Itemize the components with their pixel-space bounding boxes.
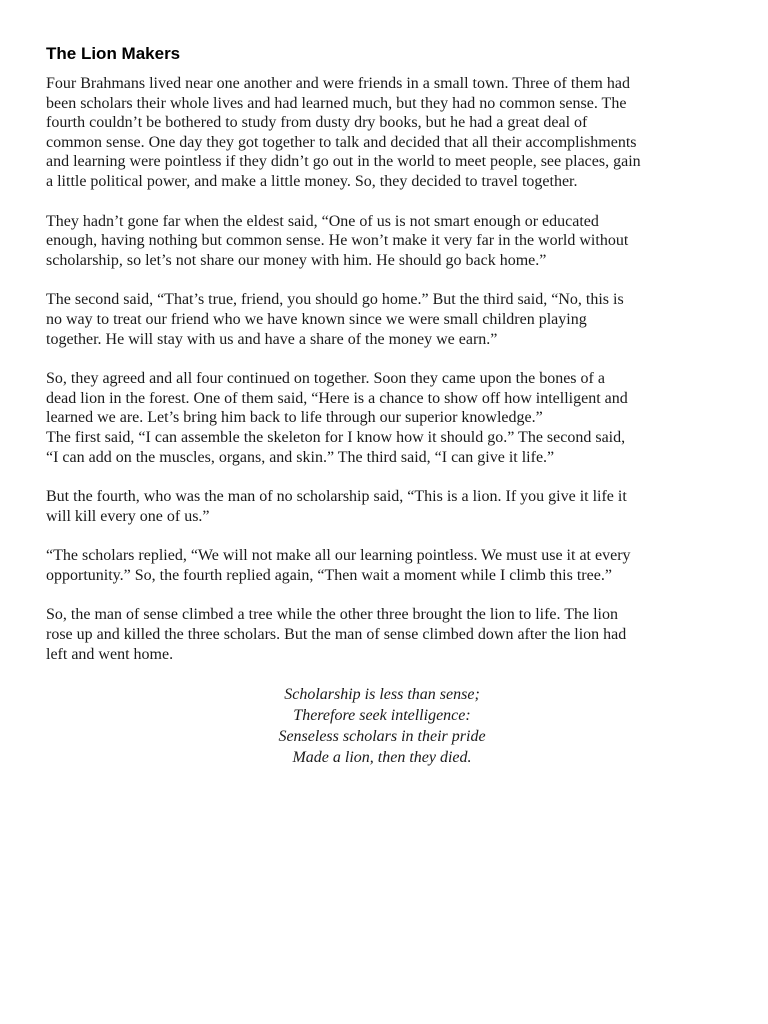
paragraph-line: and learning were pointless if they didn’t go out in the world to meet people, see places, gain xyxy=(46,153,641,171)
paragraph-line: rose up and killed the three scholars. But the man of sense climbed down after the lion had xyxy=(46,626,627,644)
paragraph-line: fourth couldn’t be bothered to study from dusty dry books, but he had a great deal of xyxy=(46,114,588,132)
paragraph-line: left and went home. xyxy=(46,645,174,663)
story-paragraph xyxy=(46,487,726,526)
story-paragraph xyxy=(46,369,726,467)
story-paragraph xyxy=(46,74,726,192)
paragraph-line: “The scholars replied, “We will not make all our learning pointless. We must use it at every xyxy=(46,547,631,565)
paragraph-line: Four Brahmans lived near one another and were friends in a small town. Three of them had xyxy=(46,75,630,92)
story-paragraph xyxy=(46,546,726,585)
paragraph-line: together. He will stay with us and have a share of the money we earn.” xyxy=(46,330,498,348)
paragraph-line: They hadn’t gone far when the eldest said, “One of us is not smart enough or educated xyxy=(46,212,599,230)
closing-verse xyxy=(46,684,718,768)
paragraph-line: So, they agreed and all four continued on together. Soon they came upon the bones of a xyxy=(46,370,605,388)
story-paragraph xyxy=(46,212,726,271)
paragraph-line: common sense. One day they got together to talk and decided that all their accomplishments xyxy=(46,133,637,151)
paragraph-line: But the fourth, who was the man of no scholarship said, “This is a lion. If you give it life it xyxy=(46,488,627,506)
paragraph-line: scholarship, so let’s not share our money with him. He should go back home.” xyxy=(46,251,547,269)
paragraph-line: no way to treat our friend who we have known since we were small children playing xyxy=(46,310,587,328)
paragraph-line: The first said, “I can assemble the skeleton for I know how it should go.” The second said, xyxy=(46,428,626,446)
story-paragraph xyxy=(46,290,726,349)
document-page xyxy=(46,42,726,768)
paragraph-line: a little political power, and make a little money. So, they decided to travel together. xyxy=(46,172,578,190)
paragraph-line: enough, having nothing but common sense. He won’t make it very far in the world without xyxy=(46,232,629,250)
verse-line: Made a lion, then they died. xyxy=(292,749,472,767)
paragraph-line: will kill every one of us.” xyxy=(46,507,210,525)
story-body xyxy=(46,74,726,664)
paragraph-line: So, the man of sense climbed a tree while the other three brought the lion to life. The lion xyxy=(46,606,618,624)
verse-line: Scholarship is less than sense; xyxy=(284,686,480,704)
verse-line: Therefore seek intelligence: xyxy=(293,707,471,725)
verse-line: Senseless scholars in their pride xyxy=(278,728,486,746)
paragraph-line: dead lion in the forest. One of them said, “Here is a chance to show off how intelligent and xyxy=(46,389,628,407)
story-paragraph xyxy=(46,605,726,664)
page-title: The Lion Makers xyxy=(46,44,181,63)
paragraph-line: been scholars their whole lives and had learned much, but they had no common sense. The xyxy=(46,94,627,112)
paragraph-line: The second said, “That’s true, friend, you should go home.” But the third said, “No, this is xyxy=(46,291,624,309)
paragraph-line: opportunity.” So, the fourth replied again, “Then wait a moment while I climb this tree.” xyxy=(46,566,612,584)
paragraph-line: learned we are. Let’s bring him back to life through our superior knowledge.” xyxy=(46,409,543,427)
paragraph-line: “I can add on the muscles, organs, and skin.” The third said, “I can give it life.” xyxy=(46,448,555,466)
